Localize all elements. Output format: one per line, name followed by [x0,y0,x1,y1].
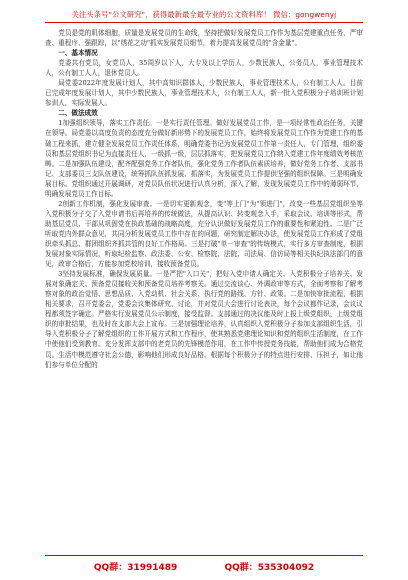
footer [0,560,408,573]
header-rule [45,22,363,23]
paragraph-standards: 3坚持发展标准，确保发展质量。一是严把"入口关"，把好入党申请人确定关、入党积极分子培养关、发展对象确定关、预备党员接收关和预备党员培养考察关。通过交流谈心、外调政审等方式，全面考察和了解考察对象的政治觉悟、思想品质、入党动机、社会关系、执行党的路线、方针、政策。二是加快审批流程，根据相关要求，召开党委会，党委会议集体研究、讨论，并对党员大会进行讨论表决，每个会议都作记录，会议议程都须签字确定。严格实行发展党员公示制度，接受监督。支部通过的决议能及时上报上级党组织，上级党组织的审批结果，也及时在支部大会上宣布。三是加强理论培养，认真组织入党积极分子参加支部组织生活，引导入党积极分子了解党组织的工作开展方式和工作程序，使其熟悉党建理论知识和党的组织生活制度，在工作中使他们受到教育。充分发挥支部中的老党员的先锋模范作用，在工作中传授党务技能，帮助他们成为合格党员。生活中模范遵守社会公德，影响他们形成良好品格。根据每个积极分子的特点进行安排、压担子，如让他们参与单位分配的 [45,270,363,369]
qq-group-2: QQ群：535304092 [224,563,315,573]
paragraph-plan: 局党委2022年度发展计划人，其中高知识群体人，少数民族人，事业管理技术人，公有制工人人。目前已完成年度发展计划人，其中少数民族人，事业管理技术人，公有制工人人，新一批入党积极分子培训班计划参训人，实际发展人。 [45,79,363,108]
header-banner: 关注头条号"公文研究"，获得最新最全最专业的公文资料库！ 微信：gongwenyj [71,10,337,19]
paragraph-mechanism: 2创新工作机制，强化发展审查。一是切实更新观念，变"等上门"为"领进门"，改变一些基层党组织坐等入党积极分子交了入党申请书后再培养的传统做法，从提高认识、转变观念入手，采取会议、培训等形式，帮助基层党员、干部从巩固党在执政基础的战略高度，充分认识做好发展党员工作的重要性和紧迫性。二是广泛听取党内外群众意见，共同分析发展党员工作中存在的问题，研究制定解决办法，使发展党员工作形成了党组织牵头抓总、群团组织齐抓共管的良好工作格局。三是打破"单一审查"的传统模式，实行多方审查制度，根据发展对象实际情况，听取纪检监察、政法委、公安、检察院、法院、司法局、信访局等相关执纪执法部门的意见，政审合格后，方能参加党校培训，接收预备党员。 [45,199,363,269]
paragraph-members: 党委共有党员，女党员人，35周岁以下人，大专及以上学历人，少数民族人，公务员人，事业管理技术人，公有制工人人，退休党员人。 [45,59,363,78]
paragraph-leadership: 1加强组织领导，落实工作责任。一是实行责任管理。做好发展党员工作，是一项经常性政治任务，关键在领导。局党委以高度负责的态度充分做好新形势下的发展党员工作，始终将发展党员工作作为党建工作的基础工程来抓，建立健全发展党员工作责任体系，明确党委书记为发展党员工作第一责任人，专门管理，组织委员和基层党组织书记为直接责任人，一级抓一级，层层抓落实，把发展党员工作纳入党建工作年度绩效考核范畴。二是加强队伍建设，配齐配强党务工作者队伍，强化党务工作者队伍素质培养，做好党务工作者、支部书记、支部委员三支队伍建设，统筹抓队伍抓发展、抓落实，为发展党员工作提供坚强的组织保障。三是明确发展目标。党组织通过开展调研，对党员队伍状况进行认真分析，深入了解，发现发展党员工作中的薄弱环节，明确发展党员工作目标。 [45,119,363,198]
footer-rule [45,555,363,556]
intro-paragraph: 党员是党的肌体细胞，质量是发展党员的生命线，坚持把做好发展党员工作作为基层党建重点任务，严审查、重程序、强跟踪，以"绣花之功"抓实发展党员细节，着力提高发展党员的"含金量"。 [45,29,363,48]
section-heading-basic-info: 一、基本情况 [58,49,98,58]
section-heading-practices: 二、做法成效 [58,109,98,118]
document-body [45,28,363,370]
qq-group-1: QQ群：31991489 [93,563,178,573]
